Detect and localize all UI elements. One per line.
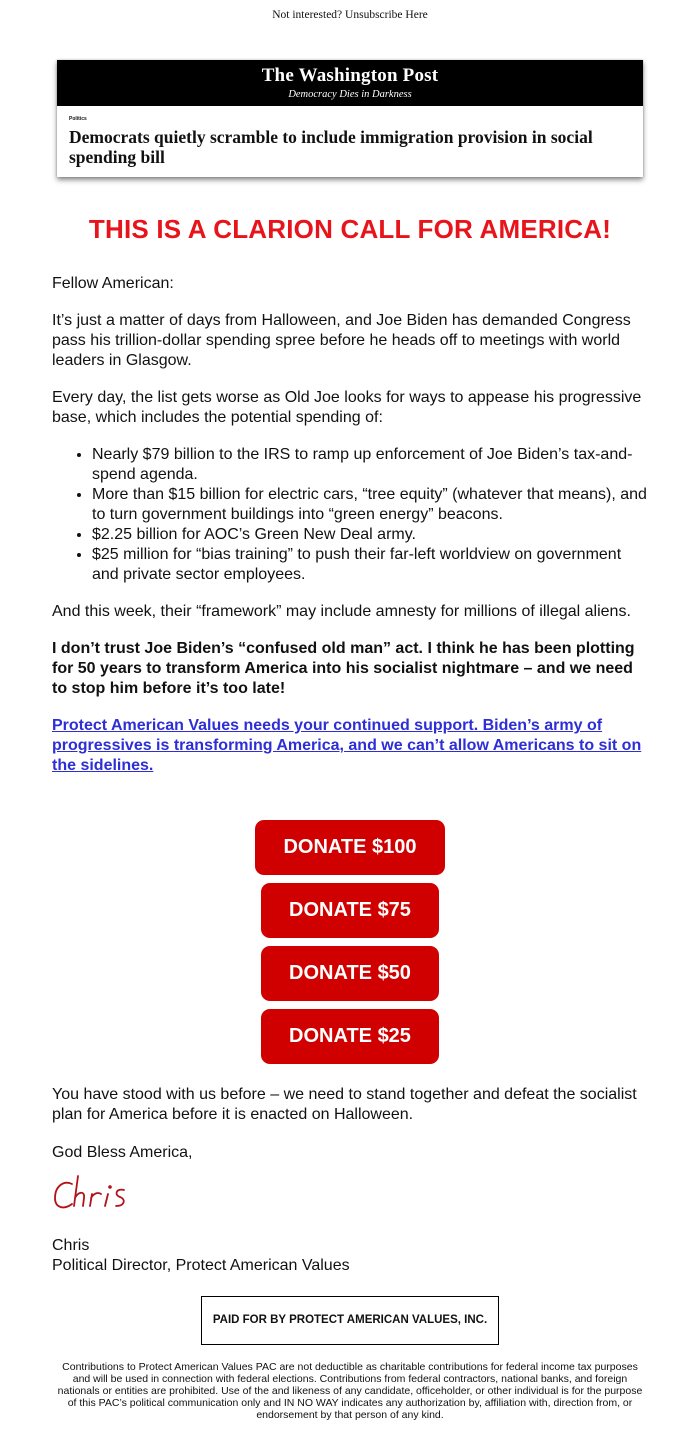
list-item: • More than $15 billion for electric cars, “tree equity” (whatever that means), and to turn government buildings into “green energy” beacons. (92, 485, 652, 525)
news-tagline: Democracy Dies in Darkness (288, 89, 412, 100)
signature-block (52, 1236, 350, 1276)
closing-paragraph: You have stood with us before – we need to stand together and defeat the socialist plan for America before it is enacted on Halloween. (52, 1086, 637, 1123)
list-item: • $2.25 billion for AOC’s Green New Deal army. (92, 525, 652, 545)
bold-paragraph: I don’t trust Joe Biden’s “confused old man” act. I think he has been plotting for 50 years to transform America into his socialist nightmare – and we need to stop him before it’s too late! (52, 640, 635, 697)
paid-for-box (201, 1296, 499, 1345)
news-headline: Democrats quietly scramble to include immigration provision in social spending bill (69, 127, 593, 167)
signer-name: Chris (52, 1237, 90, 1254)
unsubscribe-text[interactable]: Not interested? Unsubscribe Here (272, 9, 428, 21)
salutation: Fellow American: (52, 275, 174, 292)
donate-buttons-group (0, 820, 700, 1072)
list-item: • $25 million for “bias training” to push their far-left worldview on government and private sector employees. (92, 545, 652, 585)
donate-75-button[interactable]: DONATE $75 (261, 883, 439, 938)
spending-list (52, 445, 652, 585)
closing-blessing: God Bless America, (52, 1144, 193, 1161)
body-paragraph-2: Every day, the list gets worse as Old Joe looks for ways to appease his progressive base, which includes the potential spending of: (52, 389, 642, 426)
signature-graphic (52, 1172, 162, 1220)
unsubscribe-link[interactable] (0, 0, 700, 29)
letter-body (52, 274, 652, 793)
page-headline: THIS IS A CLARION CALL FOR AMERICA! (88, 214, 612, 244)
news-masthead: The Washington Post (261, 65, 439, 86)
body-paragraph-1: It’s just a matter of days from Halloween, and Joe Biden has demanded Congress pass his trillion-dollar spending spree before he heads off to meetings with world leaders in Glasgow. (52, 312, 631, 369)
donate-25-button[interactable]: DONATE $25 (261, 1009, 439, 1064)
body-paragraph-3: And this week, their “framework” may include amnesty for millions of illegal aliens. (52, 603, 631, 620)
news-clipping-card (57, 60, 643, 177)
closing-section (52, 1085, 652, 1181)
donate-100-button[interactable]: DONATE $100 (255, 820, 445, 875)
signer-title: Political Director, Protect American Values (52, 1257, 350, 1274)
donate-50-button[interactable]: DONATE $50 (261, 946, 439, 1001)
news-section-label: Politics (69, 116, 87, 122)
news-masthead-bar (57, 60, 643, 106)
list-item: • Nearly $79 billion to the IRS to ramp up enforcement of Joe Biden’s tax-and-spend agenda. (92, 445, 652, 485)
handwritten-signature (52, 1172, 162, 1225)
paid-for-text: PAID FOR BY PROTECT AMERICAN VALUES, INC. (212, 1314, 488, 1326)
support-link-paragraph (52, 716, 652, 776)
support-link[interactable]: Protect American Values needs your continued support. Biden’s army of progressives is transforming America, and we can’t allow Americans to sit on the sidelines. (52, 717, 642, 774)
legal-disclaimer: Contributions to Protect American Values PAC are not deductible as charitable contributions for federal income tax purposes and will be used in connection with federal elections. Contributions from federal contractors, national banks, and foreign nationals or entities are prohibited. Use of the and likeness of any candidate, officeholder, or other individual is for the purpose of this PAC’s political communication only and IN NO WAY indicates any authorization by, affiliation with, direction from, or endorsement by that person of any kind. (57, 1361, 643, 1421)
